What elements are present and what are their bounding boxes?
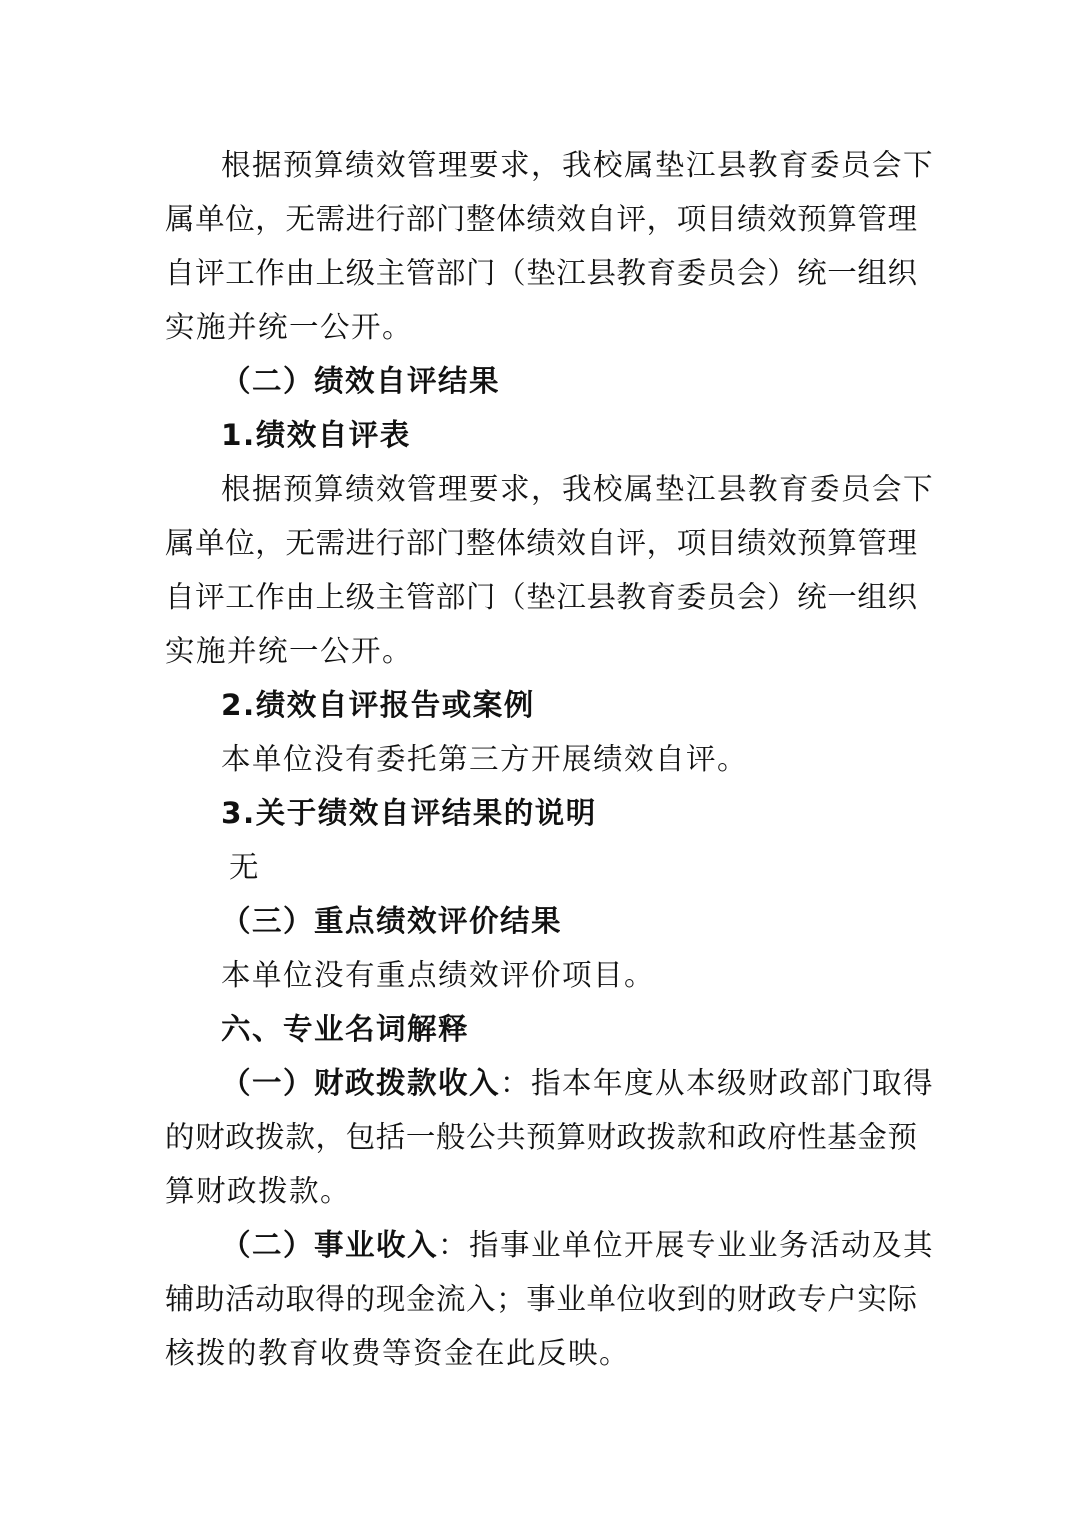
heading-self-evaluation-report: 2.绩效自评报告或案例 bbox=[221, 688, 535, 722]
paragraph-1 bbox=[165, 138, 935, 354]
paragraph-line: 算财政拨款。 bbox=[165, 1174, 352, 1208]
paragraph-line: 实施并统一公开。 bbox=[165, 634, 414, 668]
paragraph-2 bbox=[165, 462, 935, 678]
paragraph-3: 本单位没有委托第三方开展绩效自评。 bbox=[221, 742, 749, 776]
paragraph-line: 属单位，无需进行部门整体绩效自评，项目绩效预算管理 bbox=[165, 202, 917, 236]
heading-key-evaluation-results: （三）重点绩效评价结果 bbox=[221, 904, 563, 938]
paragraph-line: 实施并统一公开。 bbox=[165, 310, 414, 344]
term-label: （一）财政拨款收入 bbox=[221, 1066, 501, 1100]
paragraph-4: 无 bbox=[229, 850, 261, 884]
heading-results-explanation: 3.关于绩效自评结果的说明 bbox=[221, 796, 597, 830]
document-body bbox=[165, 138, 935, 1380]
term-definition: ：指事业单位开展专业业务活动及其 bbox=[438, 1228, 935, 1262]
heading-self-evaluation-table: 1.绩效自评表 bbox=[221, 418, 411, 452]
paragraph-5: 本单位没有重点绩效评价项目。 bbox=[221, 958, 656, 992]
paragraph-line: 的财政拨款，包括一般公共预算财政拨款和政府性基金预 bbox=[165, 1120, 917, 1154]
term-label: （二）事业收入 bbox=[221, 1228, 439, 1262]
paragraph-line bbox=[165, 1218, 935, 1272]
term-definition: ：指本年度从本级财政部门取得 bbox=[500, 1066, 935, 1100]
paragraph-line: 根据预算绩效管理要求，我校属垫江县教育委员会下 bbox=[221, 148, 935, 182]
paragraph-line: 核拨的教育收费等资金在此反映。 bbox=[165, 1336, 631, 1370]
paragraph-line: 辅助活动取得的现金流入；事业单位收到的财政专户实际 bbox=[165, 1282, 917, 1316]
paragraph-line bbox=[165, 1056, 935, 1110]
heading-performance-results: （二）绩效自评结果 bbox=[221, 364, 501, 398]
paragraph-line: 自评工作由上级主管部门（垫江县教育委员会）统一组织 bbox=[165, 580, 917, 614]
paragraph-line: 属单位，无需进行部门整体绩效自评，项目绩效预算管理 bbox=[165, 526, 917, 560]
heading-terminology: 六、专业名词解释 bbox=[221, 1012, 470, 1046]
term-business-income bbox=[165, 1218, 935, 1380]
paragraph-line: 根据预算绩效管理要求，我校属垫江县教育委员会下 bbox=[221, 472, 935, 506]
paragraph-line: 自评工作由上级主管部门（垫江县教育委员会）统一组织 bbox=[165, 256, 917, 290]
term-fiscal-appropriation-income bbox=[165, 1056, 935, 1218]
